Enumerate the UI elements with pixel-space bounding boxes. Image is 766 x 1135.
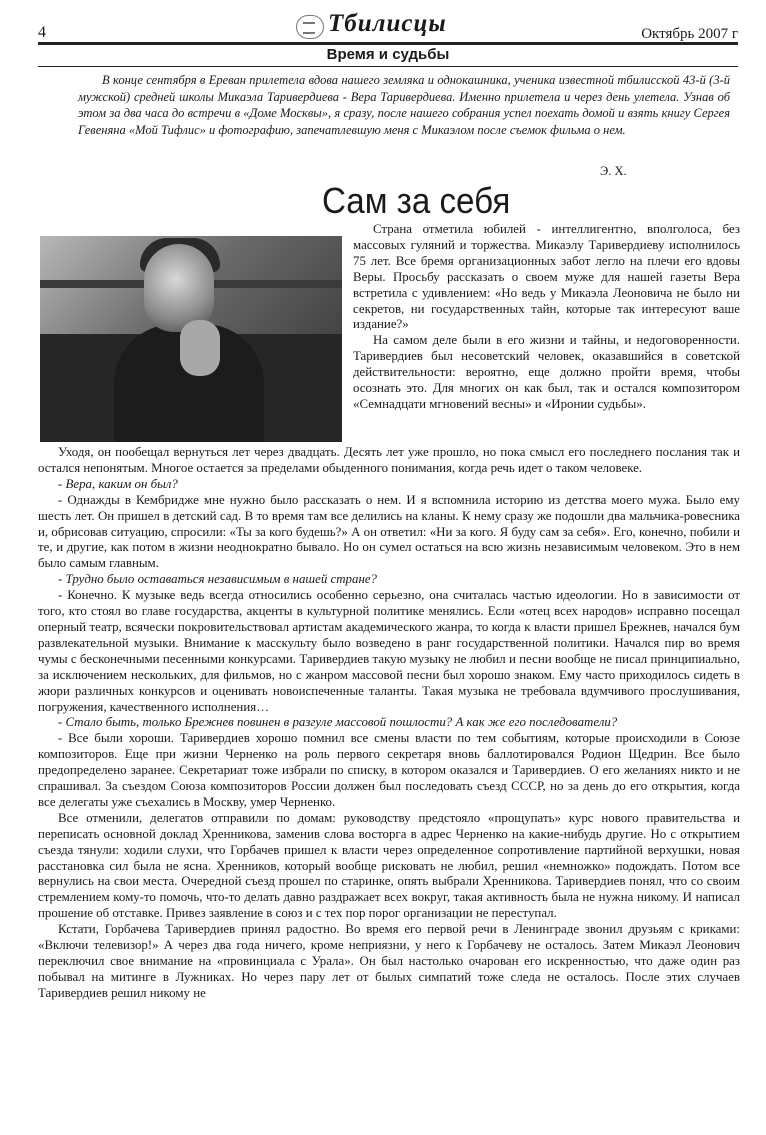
paragraph: - Однажды в Кембридже мне нужно было рассказать о нем. И я вспомнила историю из детства моего мужа. Было ему шесть лет. Он пришел в детский сад. В то время там все делились на кланы. К нему сразу же подошли два мальчика-ровесника и, обрисовав ситуацию, спросили: «Ты за кого будешь?» А он ответил: «Ни за кого. Я буду сам за себя». Его, конечно, побили и те, и другие, как потом в жизни неоднократно бывало. Но он сумел остаться на всю жизнь независимым человеком. Это в нем было самым главным. (38, 492, 740, 571)
intro-author: Э. Х. (600, 164, 627, 178)
article-full-column (38, 445, 740, 1002)
portrait-photo (40, 236, 342, 442)
page-number: 4 (38, 24, 46, 41)
paragraph: Страна отметила юбилей - интеллигентно, вполголоса, без массовых гуляний и торжества. Микаэлу Таривердиеву исполнилось 75 лет. Все бремя организационных забот легло на плечи его вдовы Веры. Просьбу рассказать о своем муже для нашей газеты Вера встретила с удивлением: «Но ведь у Микаэла Леоновича не было ни секретов, ни государственных тайн, которые так интересуют ваше издание?» (353, 222, 740, 332)
interview-question: - Стало быть, только Брежнев повинен в разгуле массовой пошлости? А как же его последователи? (58, 715, 618, 730)
page-header (38, 10, 738, 44)
article-right-column (353, 222, 740, 413)
paragraph: На самом деле были в его жизни и тайны, и недоговоренности. Таривердиев был несоветский человек, оказавшийся в советской действительности: вероятно, еще должно пройти время, чтобы осознать это. Для многих он как был, так и остался композитором «Семнадцати мгновений весны» и «Иронии судьбы». (353, 333, 740, 411)
intro-paragraph: В конце сентября в Ереван прилетела вдова нашего земляка и однокашника, ученика известной тбилисской 43-й (3-й мужской) средней школы Микаэла Таривердиева - Вера Таривердиева. Именно прилетела и через день улетела. Узнав об этом за два часа до встречи в «Доме Москвы», я сразу, после нашего собрания успел поехать домой и взять книгу Сергея Гевеняна «Мой Тифлис» и фотографию, запечатлевшую меня с Микаэлом после съемок фильма о нем. (78, 73, 730, 137)
paragraph: Уходя, он пообещал вернуться лет через двадцать. Десять лет уже прошло, но пока смысл его последнего послания так и остался непонятым. Многое остается за пределами обыденного понимания, когда речь идет о таком человеке. (38, 445, 740, 475)
interview-question: - Трудно было оставаться независимым в нашей стране? (58, 572, 378, 587)
header-rule (38, 42, 738, 45)
paragraph: Все отменили, делегатов отправили по домам: руководству предстояло «прощупать» курс нового правительства и переписать основной доклад Хренникова, заменив слова восторга в адрес Черненко на какие-нибудь другие. Но с открытием съезда тянули: ходили слухи, что Горбачев пришел к власти через определенное сопротивление партийной верхушки, новая расстановка сил была не ясна. Хренников, который вообще рисковать не любил, решил «немножко» подождать. Потом все вернулись на свои места. Очередной съезд прошел по старинке, опять выбрали Хренникова. Таривердиев понял, что со своим стремлением кому-то помочь, что-то делать давно раздражает всех вокруг, такая активность была не нужна никому. И написал прошение об отставке. Привез заявление в союз и с тех пор порог организации не переступал. (38, 810, 740, 921)
paragraph: - Все были хороши. Таривердиев хорошо помнил все смены власти по тем событиям, которые происходили в Союзе композиторов. Еще при жизни Черненко на роль первого секретаря вновь баллотировался Родион Щедрин. Все было предопределено заранее. Секретариат тоже избрали по списку, в котором оказался и Таривердиев. О его желаниях никто и не спрашивал. За съездом Союза композиторов России должен был последовать съезд СССР, но за день до его открытия, когда все делегаты уже съехались в Москву, умер Черненко. (38, 731, 740, 809)
interview-question: - Вера, каким он был? (58, 476, 178, 491)
paragraph: - Конечно. К музыке ведь всегда относились особенно серьезно, она считалась частью идеологии. Но в зависимости от того, кто стоял во главе государства, акценты в культурной политике менялись. Если «отец всех народов» исправно посещал оперный театр, всячески покровительствовал артистам академического жанра, то когда к власти пришел Брежнев, начался бум развлекательной музыки. Внимание к масскульту было возведено в ранг государственной политики. Начался пир во время чумы с бесконечными песенными конкурсами. Таривердиев такую музыку не любил и песни вообще не писал принципиально, за исключением нескольких, для фильмов, но с жанром массовой песни был хорошо знаком. Ему часто приходилось сидеть в жюри различных конкурсов и оценивать новоиспеченные таланты. Такая музыка не требовала вдумчивого прослушивания, погружения, качественного исполнения… (38, 588, 740, 714)
masthead-logo: Тбилисцы (328, 10, 447, 37)
paragraph: Кстати, Горбачева Таривердиев принял радостно. Во время его первой речи в Ленинграде звонил друзьям с криками: «Включи телевизор!» А через два года ничего, кроме неприязни, у него к Горбачеву не осталось. Затем Микаэл Леонович переключил свое внимание на «провинциала с Урала». Он был настолько очарован его искренностью, что даже один раз побывал на митинге в Лужниках. Но через пару лет от былых симпатий тоже следа не осталось. После этих случаев Таривердиев решил никому не (38, 922, 740, 1000)
emblem-icon (296, 15, 324, 39)
article-title: Сам за себя (322, 180, 511, 221)
issue-date: Октябрь 2007 г (641, 26, 738, 42)
section-rule (38, 66, 738, 67)
section-title: Время и судьбы (326, 46, 450, 63)
